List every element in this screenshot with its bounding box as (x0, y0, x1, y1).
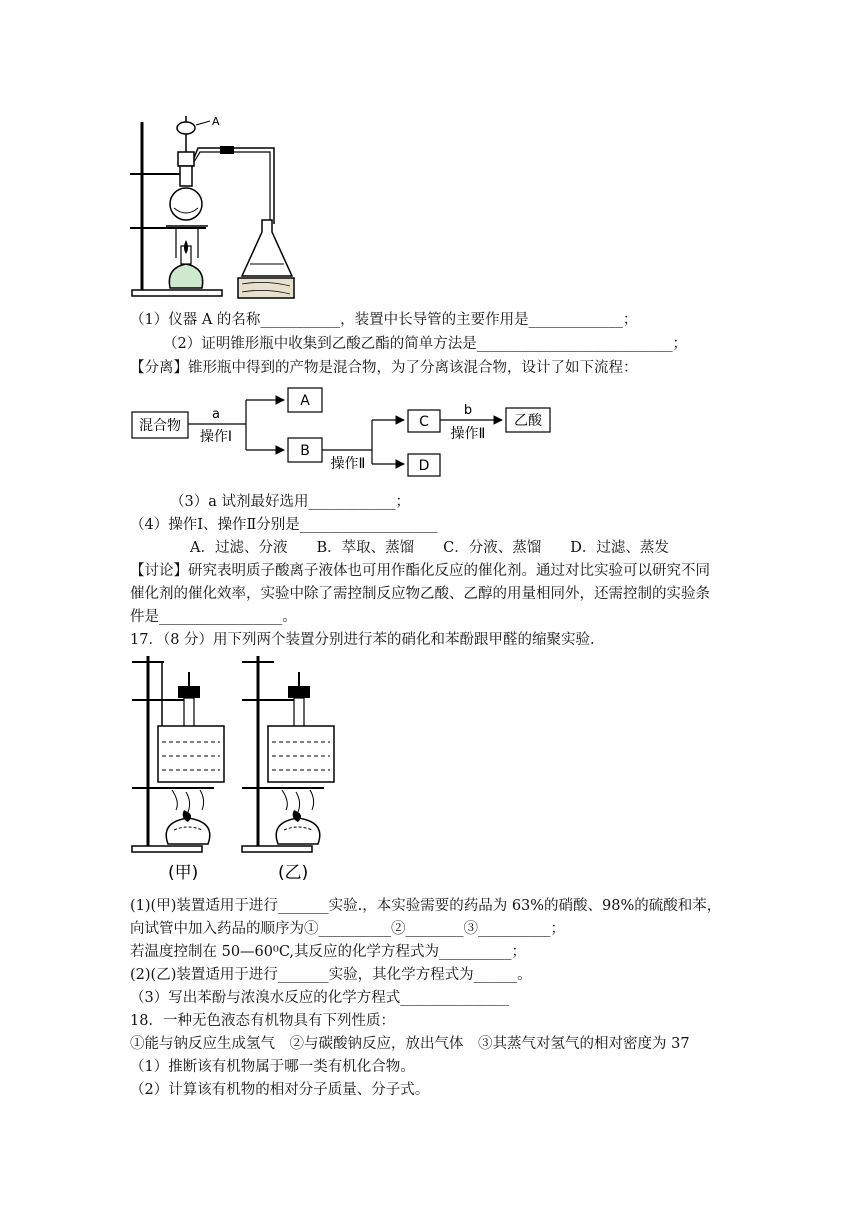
flow-mixture-label: 混合物 (139, 418, 181, 434)
apparatus-jia (132, 656, 224, 883)
question-16-part-3: （3）a 试剂最好选用____________； (170, 494, 410, 510)
question-18-part-1: （1）推断该有机物属于哪一类有机化合物。 (130, 1059, 415, 1075)
caption-yi: (乙) (278, 863, 309, 883)
discussion-line-1: 【讨论】研究表明质子酸离子液体也可用作酯化反应的催化剂。通过对比实验可以研究不同 (130, 563, 710, 579)
question-16-part-1: （1）仪器 A 的名称___________，装置中长导管的主要作用是_____________； (130, 312, 638, 328)
question-16-part-4: （4）操作Ⅰ、操作Ⅱ分别是___________________ (130, 517, 438, 533)
question-16-part-4-options: A．过滤、分液 B．萃取、蒸馏 C．分液、蒸馏 D．过滤、蒸发 (190, 540, 669, 556)
question-18-properties: ①能与钠反应生成氢气 ②与碳酸钠反应，放出气体 ③其蒸气对氢气的相对密度为 37 (130, 1036, 690, 1052)
question-17-part-1a: (1)(甲)装置适用于进行_______实验.，本实验需要的药品为 63%的硝酸、98%的硫酸和苯， (130, 898, 722, 914)
flow-D-label: D (418, 458, 430, 474)
apparatus-yi (242, 656, 334, 883)
flow-reagent-b: b (463, 403, 473, 418)
caption-jia: (甲) (168, 863, 199, 883)
flow-op1-label: 操作Ⅰ (199, 429, 233, 445)
question-18-part-2: （2）计算该有机物的相对分子质量、分子式。 (130, 1082, 430, 1098)
flow-C-label: C (419, 414, 429, 430)
question-16-part-2: （2）证明锥形瓶中收集到乙酸乙酯的简单方法是___________________________； (163, 336, 687, 352)
question-17-part-1c: 若温度控制在 50—60⁰C,其反应的化学方程式为__________； (130, 944, 527, 960)
flow-product-label: 乙酸 (514, 413, 542, 429)
question-17-part-2: (2)(乙)装置适用于进行_______实验，其化学方程式为______。 (130, 967, 532, 983)
separation-intro: 【分离】锥形瓶中得到的产物是混合物，为了分离该混合物，设计了如下流程： (130, 360, 638, 376)
flow-op2-right-label: 操作Ⅱ (450, 426, 486, 442)
flow-A-label: A (300, 393, 310, 409)
question-18-heading: 18．一种无色液态有机物具有下列性质： (130, 1013, 395, 1029)
discussion-line-2: 催化剂的催化效率，实验中除了需控制反应物乙酸、乙醇的用量相同外，还需控制的实验条 (130, 586, 710, 602)
separation-flow-diagram (128, 384, 568, 478)
flow-op2-mid-label: 操作Ⅱ (330, 456, 366, 472)
question-17-part-3: （3）写出苯酚与浓溴水反应的化学方程式_______________ (130, 990, 509, 1006)
discussion-line-3: 件是_________________。 (130, 609, 297, 625)
question-17-part-1b: 向试管中加入药品的顺序为①__________②________③__________； (130, 921, 565, 937)
flow-B-label: B (300, 443, 310, 459)
question-17-heading: 17．（8 分）用下列两个装置分别进行苯的硝化和苯酚跟甲醛的缩聚实验. (130, 632, 595, 648)
esterification-apparatus-figure (126, 108, 296, 302)
flow-reagent-a: a (212, 407, 220, 422)
nitration-polycondensation-apparatus-figure (128, 652, 360, 884)
label-A: A (212, 115, 220, 128)
